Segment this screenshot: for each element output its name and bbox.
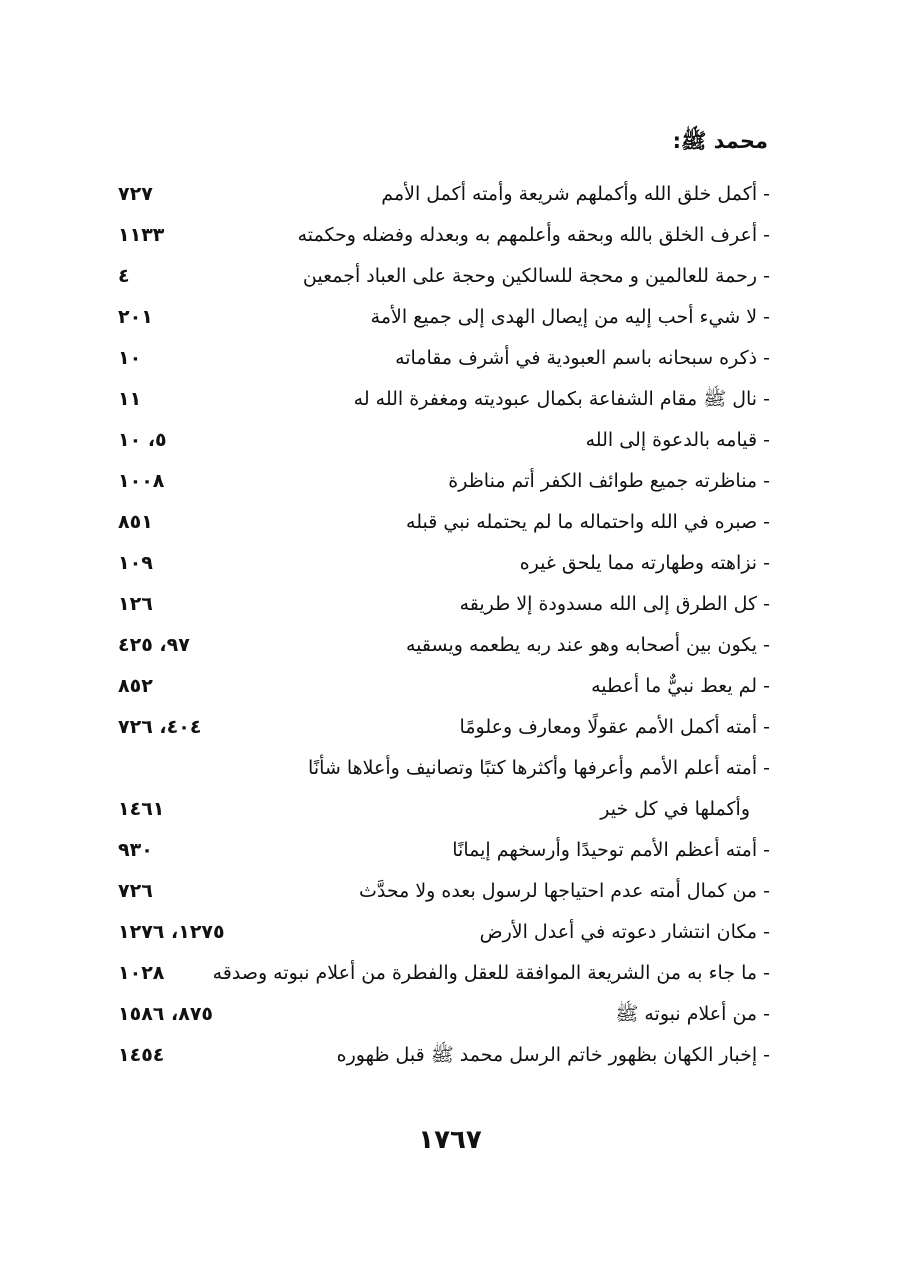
index-entry-pages: ١٢٦: [118, 593, 153, 615]
index-entry: [118, 830, 770, 871]
index-entry-pages: ١٠٢٨: [118, 962, 165, 984]
index-entry-pages: ١٤٦١: [118, 798, 165, 820]
index-entry-text: - لم يعط نبيٌّ ما أعطيه: [591, 675, 770, 697]
index-entry-pages: ٩٧، ٤٢٥: [118, 634, 190, 656]
index-entry: [118, 707, 770, 748]
index-entry-pages: ٤٠٤، ٧٢٦: [118, 716, 202, 738]
index-entry: [118, 871, 770, 912]
index-entry: [118, 420, 770, 461]
index-entry-text: - أمته أعظم الأمم توحيدًا وأرسخهم إيمانًا: [452, 839, 770, 861]
index-entry-pages: ٨٥١: [118, 511, 153, 533]
index-entry-pages: ١١٣٣: [118, 224, 165, 246]
index-entry-text: - رحمة للعالمين و محجة للسالكين وحجة على العباد أجمعين: [302, 265, 770, 287]
index-entry-text: - مكان انتشار دعوته في أعدل الأرض: [479, 921, 770, 943]
index-entry: [118, 461, 770, 502]
index-entry-pages: ٨٥٢: [118, 675, 153, 697]
index-entry-text: - أعرف الخلق بالله وبحقه وأعلمهم به وبعدله وفضله وحكمته: [297, 224, 770, 246]
page-number: ١٧٦٧: [418, 1125, 482, 1155]
index-heading: محمد ﷺ:: [672, 129, 768, 153]
index-entry-text: - لا شيء أحب إليه من إيصال الهدى إلى جميع الأمة: [370, 306, 770, 328]
index-entry-text: - يكون بين أصحابه وهو عند ربه يطعمه ويسقيه: [405, 634, 770, 656]
index-entry-pages: ٤: [118, 265, 130, 287]
index-entries: [118, 174, 770, 1076]
index-entry: [118, 215, 770, 256]
index-entry: [118, 338, 770, 379]
index-entry: [118, 297, 770, 338]
index-entry-pages: ٥، ١٠: [118, 429, 167, 451]
index-entry: [118, 256, 770, 297]
index-entry-text: - قيامه بالدعوة إلى الله: [585, 429, 770, 451]
index-entry: [118, 1035, 770, 1076]
index-entry-text: - أمته أكمل الأمم عقولًا ومعارف وعلومًا: [459, 716, 770, 738]
index-entry: [118, 994, 770, 1035]
index-entry: [118, 379, 770, 420]
index-entry-text: - نال ﷺ مقام الشفاعة بكمال عبوديته ومغفرة الله له: [353, 388, 770, 410]
index-entry: [118, 502, 770, 543]
index-entry: [118, 543, 770, 584]
index-entry: [118, 789, 770, 830]
index-entry-text: - من كمال أمته عدم احتياجها لرسول بعده ولا محدَّث: [358, 880, 770, 902]
index-entry-text: - كل الطرق إلى الله مسدودة إلا طريقه: [459, 593, 770, 615]
index-entry: [118, 953, 770, 994]
index-entry-text: - إخبار الكهان بظهور خاتم الرسل محمد ﷺ قبل ظهوره: [336, 1044, 770, 1066]
index-entry-text: - نزاهته وطهارته مما يلحق غيره: [519, 552, 770, 574]
index-entry: [118, 666, 770, 707]
index-entry: [118, 584, 770, 625]
index-entry-pages: ١٠٩: [118, 552, 153, 574]
index-entry-pages: ٧٢٧: [118, 183, 153, 205]
index-entry-pages: ١٠٠٨: [118, 470, 165, 492]
index-entry-pages: ٩٣٠: [118, 839, 153, 861]
index-entry-text: - ما جاء به من الشريعة الموافقة للعقل والفطرة من أعلام نبوته وصدقه: [212, 962, 770, 984]
index-entry-pages: ٢٠١: [118, 306, 153, 328]
index-entry: [118, 625, 770, 666]
index-entry-pages: ٧٢٦: [118, 880, 153, 902]
index-entry: [118, 912, 770, 953]
index-entry-text: - أكمل خلق الله وأكملهم شريعة وأمته أكمل الأمم: [381, 183, 770, 205]
index-entry-pages: ١١: [118, 388, 142, 410]
index-entry-text: - أمته أعلم الأمم وأعرفها وأكثرها كتبًا وتصانيف وأعلاها شأنًا: [308, 757, 770, 779]
index-entry: [118, 748, 770, 789]
index-entry-text: - ذكره سبحانه باسم العبودية في أشرف مقاماته: [395, 347, 770, 369]
index-entry-text: - مناظرته جميع طوائف الكفر أتم مناظرة: [448, 470, 770, 492]
index-entry-pages: ١٤٥٤: [118, 1044, 165, 1066]
index-entry-pages: ٨٧٥، ١٥٨٦: [118, 1003, 214, 1025]
index-entry-pages: ١٢٧٥، ١٢٧٦: [118, 921, 225, 943]
index-entry-text: - صبره في الله واحتماله ما لم يحتمله نبي قبله: [406, 511, 770, 533]
index-entry-text: وأكملها في كل خير: [600, 798, 750, 820]
index-entry-pages: ١٠: [118, 347, 142, 369]
index-entry: [118, 174, 770, 215]
index-entry-text: - من أعلام نبوته ﷺ: [615, 1003, 770, 1025]
